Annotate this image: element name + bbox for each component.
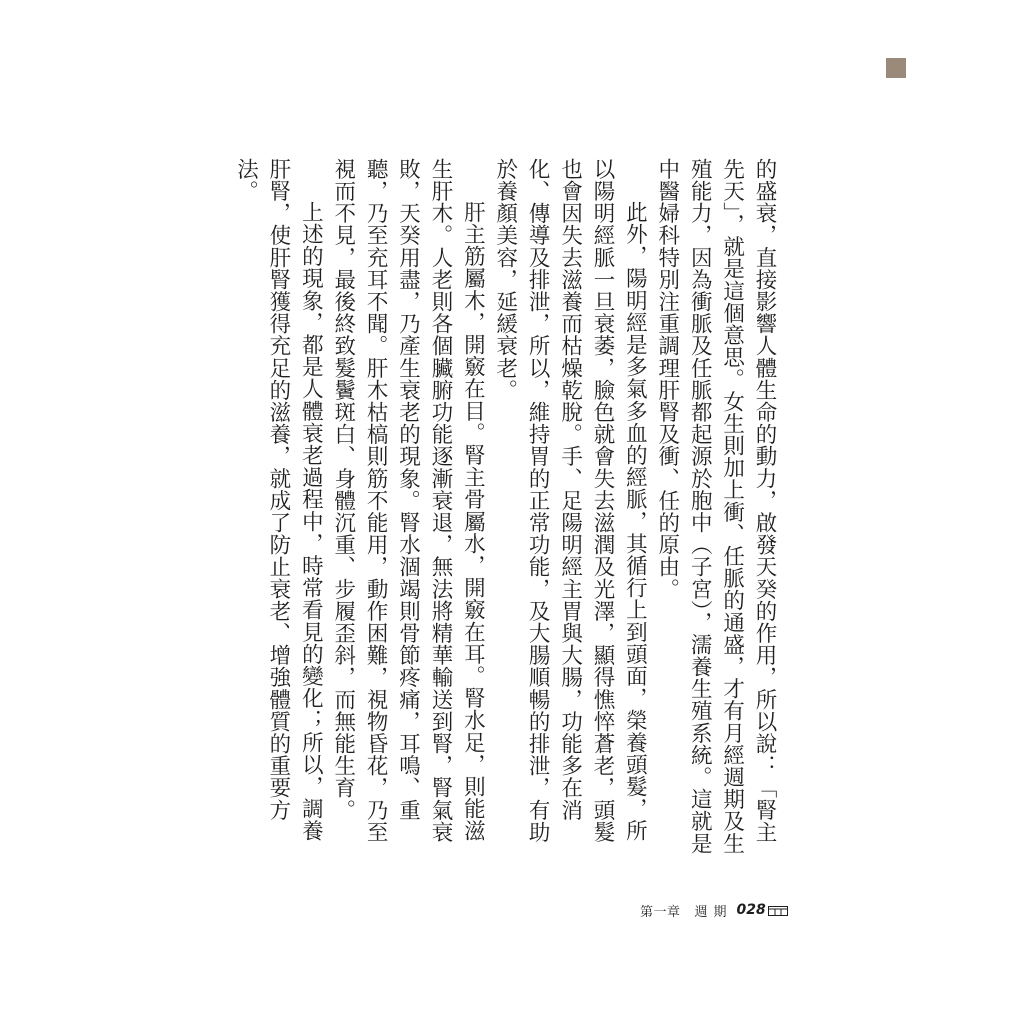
page-ornament-icon: [768, 905, 788, 915]
paragraph-3: 肝主筋屬木，開竅在目。腎主骨屬水，開竅在耳。腎水足，則能滋生肝木。人老則各個臟腑功能逐漸衰退，無法將精華輸送到腎，腎氣衰敗，天癸用盡，乃產生衰老的現象。腎水涸竭則骨節疼痛，耳鳴、重聽，乃至充耳不聞。肝木枯槁則筋不能用，動作困難，視物昏花，乃至視而不見，最後終致髮鬢斑白、身體沉重、步履歪斜，而無能生育。: [330, 158, 486, 844]
page-number: 028: [736, 902, 766, 918]
body-text: [233, 158, 780, 863]
paragraph-2: 此外，陽明經是多氣多血的經脈，其循行上到頭面，榮養頭髮，所以陽明經脈一旦衰萎，臉色就會失去滋潤及光澤，顯得憔悴蒼老，頭髮也會因失去滋養而枯燥乾脫。手、足陽明經主胃與大腸，功能多在消化、傳導及排泄，所以，維持胃的正常功能，及大腸順暢的排泄，有助於養顏美容，延緩衰老。: [492, 158, 648, 844]
section-label: 週期: [694, 904, 733, 920]
corner-tab-marker: [886, 58, 906, 78]
chapter-label: 第一章: [640, 904, 681, 920]
paragraph-4: 上述的現象，都是人體衰老過程中，時常看見的變化；所以，調養肝腎，使肝腎獲得充足的滋養，就成了防止衰老、增強體質的重要方法。: [233, 158, 324, 842]
page-footer: [640, 900, 790, 920]
paragraph-1: 的盛衰，直接影響人體生命的動力，啟發天癸的作用，所以說：「腎主先天」，就是這個意思。女生則加上衝、任脈的通盛，才有月經週期及生殖能力，因為衝脈及任脈都起源於胞中（子宮），濡養生殖系統。這就是中醫婦科特別注重調理肝腎及衝、任的原由。: [654, 158, 777, 855]
